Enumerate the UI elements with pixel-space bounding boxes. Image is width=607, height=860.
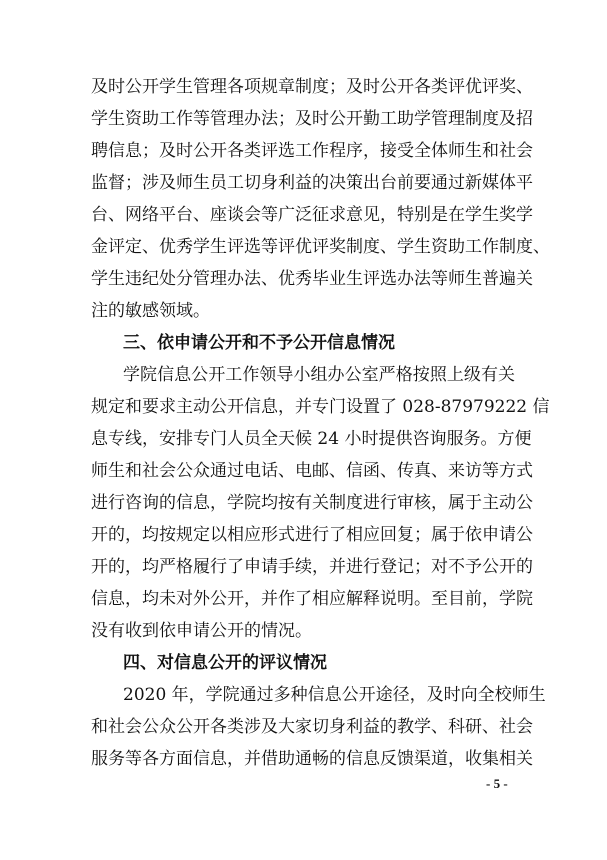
text-line: 学生违纪处分管理办法、优秀毕业生评选办法等师生普遍关 xyxy=(91,269,533,289)
text-line: 息专线，安排专门人员全天候 24 小时提供咨询服务。方便 xyxy=(91,429,532,449)
text-line: 信息，均未对外公开，并作了相应解释说明。至目前，学院 xyxy=(91,589,533,609)
section-heading: 四、对信息公开的评议情况 xyxy=(123,653,327,673)
text-line: 监督；涉及师生员工切身利益的决策出台前要通过新媒体平 xyxy=(91,173,533,193)
page-number: - 5 - xyxy=(486,776,508,791)
section-heading: 三、依申请公开和不予公开信息情况 xyxy=(123,333,395,353)
text-line: 师生和社会公众通过电话、电邮、信函、传真、来访等方式 xyxy=(91,461,533,481)
text-line: 学院信息公开工作领导小组办公室严格按照上级有关 xyxy=(123,365,515,385)
text-line: 及时公开学生管理各项规章制度；及时公开各类评优评奖、 xyxy=(91,77,533,97)
text-line: 学生资助工作等管理办法；及时公开勤工助学管理制度及招 xyxy=(91,109,533,129)
text-line: 服务等各方面信息，并借助通畅的信息反馈渠道，收集相关 xyxy=(91,749,533,769)
text-line: 开的，均按规定以相应形式进行了相应回复；属于依申请公 xyxy=(91,525,533,545)
text-line: 和社会公众公开各类涉及大家切身利益的教学、科研、社会 xyxy=(91,717,533,737)
text-line: 台、网络平台、座谈会等广泛征求意见，特别是在学生奖学 xyxy=(91,205,533,225)
text-line: 2020 年，学院通过多种信息公开途径，及时向全校师生 xyxy=(123,685,546,705)
text-line: 聘信息；及时公开各类评选工作程序，接受全体师生和社会 xyxy=(91,141,533,161)
text-line: 开的，均严格履行了申请手续，并进行登记；对不予公开的 xyxy=(91,557,533,577)
text-line: 金评定、优秀学生评选等评优评奖制度、学生资助工作制度、 xyxy=(91,237,550,257)
text-line: 没有收到依申请公开的情况。 xyxy=(91,621,312,641)
text-line: 注的敏感领域。 xyxy=(91,301,210,321)
text-line: 规定和要求主动公开信息，并专门设置了 028-87979222 信 xyxy=(91,397,550,417)
text-line: 进行咨询的信息，学院均按有关制度进行审核，属于主动公 xyxy=(91,493,533,513)
